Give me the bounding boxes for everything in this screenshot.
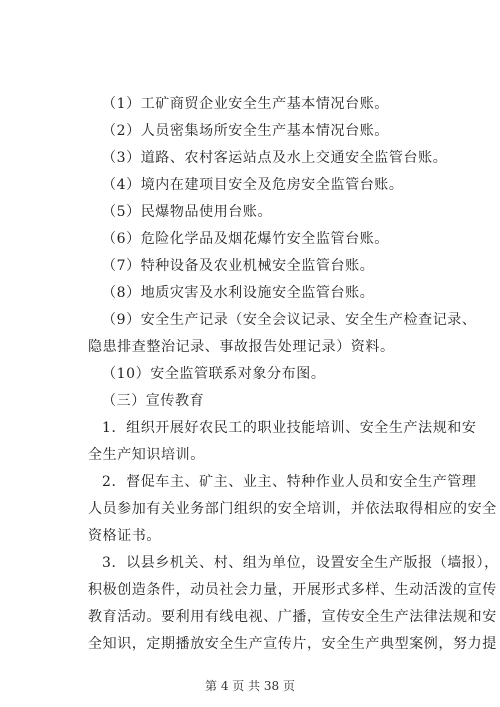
text-line: （3）道路、农村客运站点及水上交通安全监管台账。 [102, 150, 448, 166]
text-line: 积极创造条件，动员社会力量，开展形式多样、生动活泼的宣传 [88, 582, 497, 598]
section-heading: （三）宣传教育 [102, 393, 205, 409]
text-line: （2）人员密集场所安全生产基本情况台账。 [102, 123, 389, 139]
text-line: （5）民爆物品使用台账。 [102, 204, 273, 220]
text-line: 教育活动。要利用有线电视、广播，宣传安全生产法律法规和安 [88, 609, 497, 625]
text-line: （9）安全生产记录（安全会议记录、安全生产检查记录、 [102, 312, 477, 328]
text-line: 2．督促车主、矿主、业主、特种作业人员和安全生产管理 [102, 474, 477, 490]
text-line: （8）地质灾害及水利设施安全监管台账。 [102, 285, 375, 301]
page-number-footer: 第 4 页 共 38 页 [205, 679, 295, 693]
text-line: 全生产知识培训。 [88, 447, 205, 463]
text-line: 全知识，定期播放安全生产宣传片，安全生产典型案例，努力提 [88, 636, 497, 652]
text-line: （4）境内在建项目安全及危房安全监管台账。 [102, 177, 404, 193]
text-line: 隐患排查整治记录、事故报告处理记录）资料。 [88, 339, 395, 355]
text-line: （7）特种设备及农业机械安全监管台账。 [102, 258, 375, 274]
text-line: （1）工矿商贸企业安全生产基本情况台账。 [102, 96, 389, 112]
text-line: 1．组织开展好农民工的职业技能培训、安全生产法规和安 [102, 420, 477, 436]
text-line: （10）安全监管联系对象分布图。 [102, 366, 326, 382]
text-line: （6）危险化学品及烟花爆竹安全监管台账。 [102, 231, 389, 247]
text-line: 人员参加有关业务部门组织的安全培训，并依法取得相应的安全 [88, 501, 497, 517]
text-line: 资格证书。 [88, 528, 161, 544]
text-line: 3．以县乡机关、村、组为单位，设置安全生产版报（墙报）， [102, 555, 499, 571]
